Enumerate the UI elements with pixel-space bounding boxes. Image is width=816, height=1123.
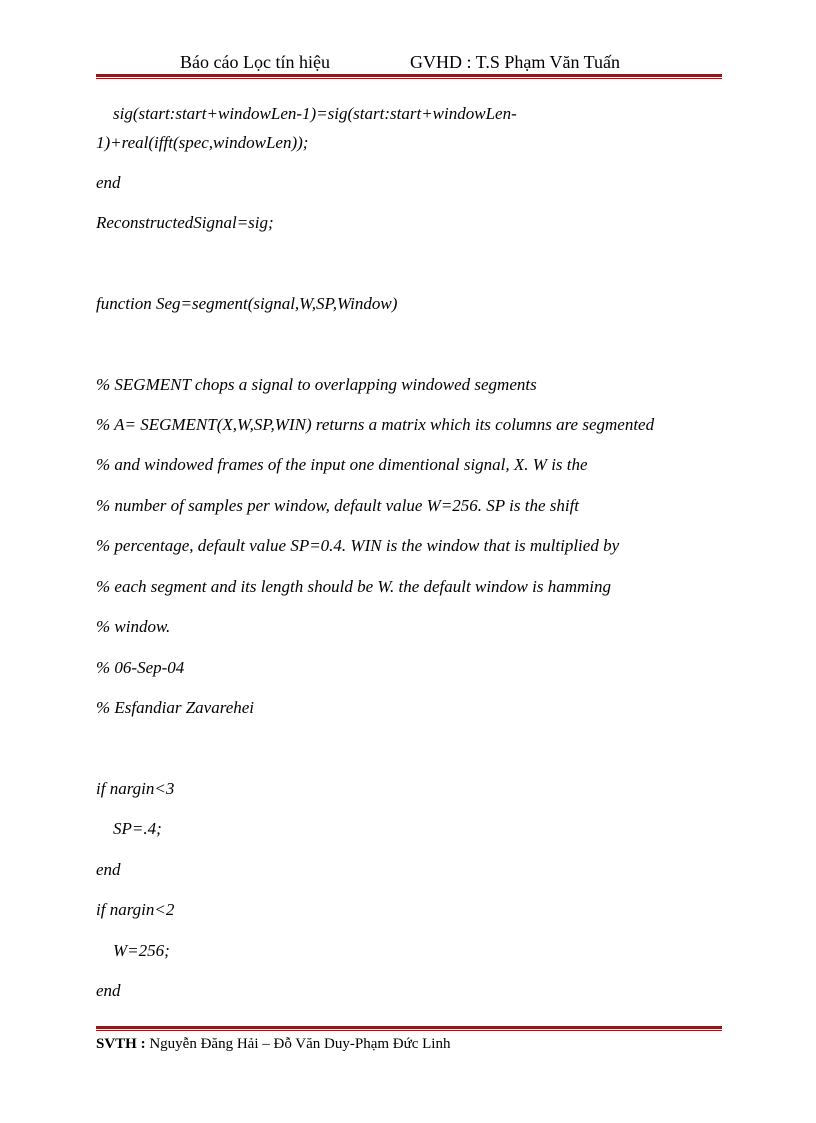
- code-line: if nargin<3: [96, 779, 175, 798]
- code-line: % 06-Sep-04: [96, 658, 185, 677]
- code-line: % A= SEGMENT(X,W,SP,WIN) returns a matrix which its columns are segmented: [96, 415, 655, 434]
- code-line: ReconstructedSignal=sig;: [96, 213, 274, 232]
- code-line: % window.: [96, 617, 171, 636]
- code-line: W=256;: [96, 941, 170, 960]
- code-line: % Esfandiar Zavarehei: [96, 698, 255, 717]
- page-footer: [96, 1036, 450, 1053]
- code-line: sig(start:start+windowLen-1)=sig(start:start+windowLen-: [96, 104, 517, 123]
- footer-rule: [96, 1026, 722, 1032]
- supervisor: GVHD : T.S Phạm Văn Tuấn: [410, 52, 621, 72]
- page-header: [96, 52, 722, 76]
- code-line: if nargin<2: [96, 900, 175, 919]
- code-line: 1)+real(ifft(spec,windowLen));: [96, 133, 309, 152]
- code-line: function Seg=segment(signal,W,SP,Window): [96, 294, 398, 313]
- code-line: % number of samples per window, default value W=256. SP is the shift: [96, 496, 580, 515]
- code-line: SP=.4;: [96, 819, 162, 838]
- footer-label: SVTH :: [96, 1036, 150, 1052]
- code-line: end: [96, 981, 121, 1000]
- header-rule: [96, 74, 722, 80]
- student-names: Nguyễn Đăng Hải – Đỗ Văn Duy-Phạm Đức Linh: [149, 1036, 451, 1052]
- code-line: % and windowed frames of the input one dimentional signal, X. W is the: [96, 455, 588, 474]
- report-title: Báo cáo Lọc tín hiệu: [180, 52, 330, 72]
- code-line: % SEGMENT chops a signal to overlapping windowed segments: [96, 375, 537, 394]
- code-line: end: [96, 173, 121, 192]
- code-line: % percentage, default value SP=0.4. WIN is the window that is multiplied by: [96, 536, 620, 555]
- code-line: end: [96, 860, 121, 879]
- code-line: % each segment and its length should be W. the default window is hamming: [96, 577, 611, 596]
